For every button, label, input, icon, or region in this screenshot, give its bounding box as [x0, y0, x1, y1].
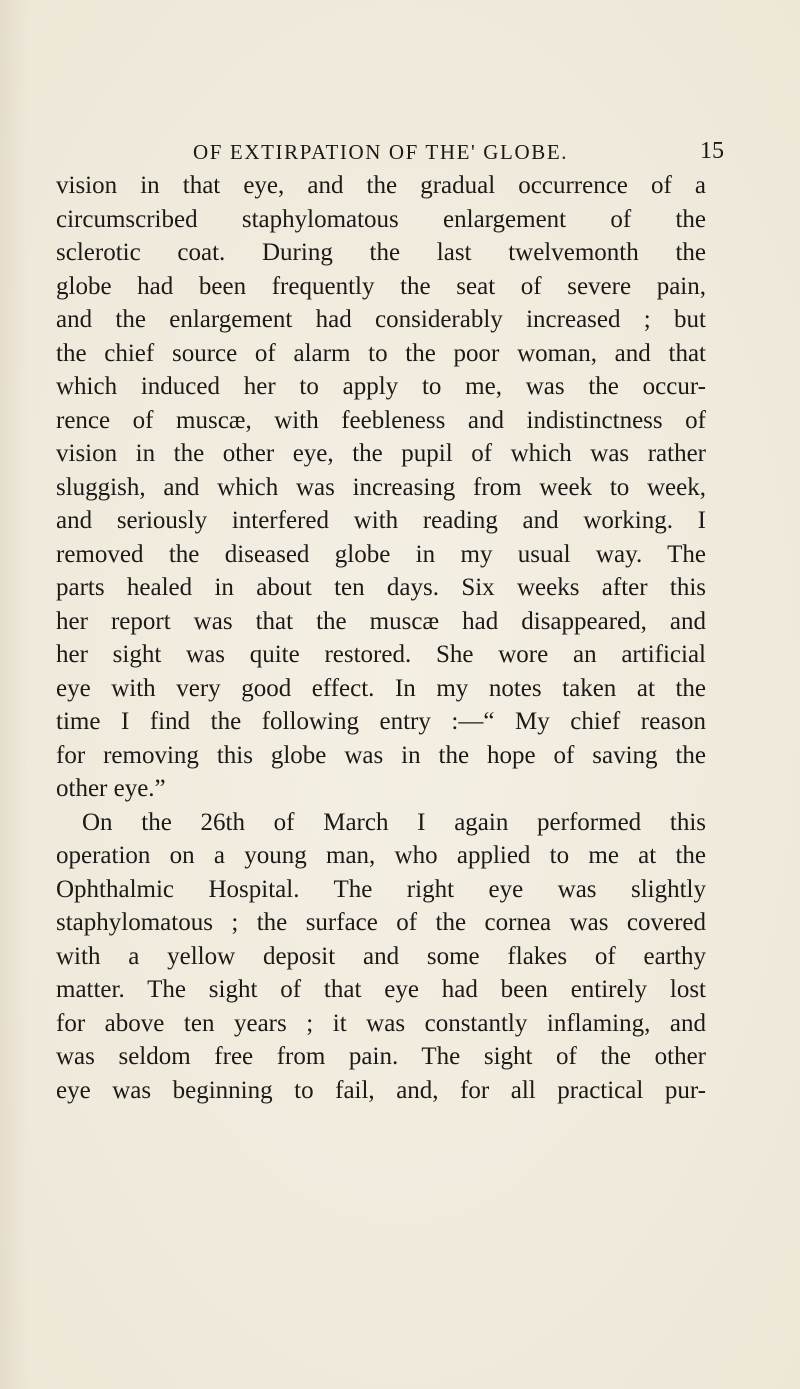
text-line: sluggish, and which was increasing from week to week, [56, 473, 706, 501]
running-head [0, 140, 800, 170]
text-line: rence of muscæ, with feebleness and indistinctness of [56, 406, 706, 434]
text-line: for above ten years ; it was constantly inflaming, and [56, 1009, 706, 1037]
text-line: time I find the following entry :—“ My chief reason [56, 708, 706, 735]
text-line: sclerotic coat. During the last twelvemonth the [56, 239, 706, 266]
text-line: vision in that eye, and the gradual occurrence of a [56, 172, 706, 199]
text-line: circumscribed staphylomatous enlargement of the [56, 205, 706, 233]
text-line: eye was beginning to fail, and, for all practical pur- [56, 1076, 706, 1104]
paragraph-end-line: other eye.” [56, 775, 166, 802]
page-number: 15 [700, 138, 724, 164]
text-line: staphylomatous ; the surface of the cornea was covered [56, 909, 706, 936]
text-line: for removing this globe was in the hope of saving the [56, 741, 706, 769]
text-line: her sight was quite restored. She wore an artificial [56, 641, 706, 668]
text-line: her report was that the muscæ had disappeared, and [56, 607, 706, 635]
text-line: Ophthalmic Hospital. The right eye was slightly [56, 875, 706, 903]
text-line: vision in the other eye, the pupil of which was rather [56, 440, 706, 467]
body-text [56, 169, 706, 1107]
text-line: matter. The sight of that eye had been entirely lost [56, 976, 706, 1003]
text-line: globe had been frequently the seat of severe pain, [56, 272, 706, 300]
text-line: parts healed in about ten days. Six weeks after this [56, 574, 706, 601]
text-line: and the enlargement had considerably increased ; but [56, 306, 706, 333]
text-line: which induced her to apply to me, was the occur- [56, 373, 706, 400]
running-head-title: OF EXTIRPATION OF THE' GLOBE. [193, 140, 569, 164]
text-line: removed the diseased globe in my usual way. The [56, 540, 706, 568]
text-line: operation on a young man, who applied to me at the [56, 842, 706, 869]
text-line: and seriously interfered with reading and working. I [56, 507, 706, 534]
paragraph-start-line: On the 26th of March I again performed this [82, 808, 706, 836]
text-line: the chief source of alarm to the poor woman, and that [56, 339, 706, 367]
text-line: eye with very good effect. In my notes taken at the [56, 674, 706, 702]
text-line: with a yellow deposit and some flakes of earthy [56, 942, 706, 970]
text-line: was seldom free from pain. The sight of the other [56, 1043, 706, 1070]
